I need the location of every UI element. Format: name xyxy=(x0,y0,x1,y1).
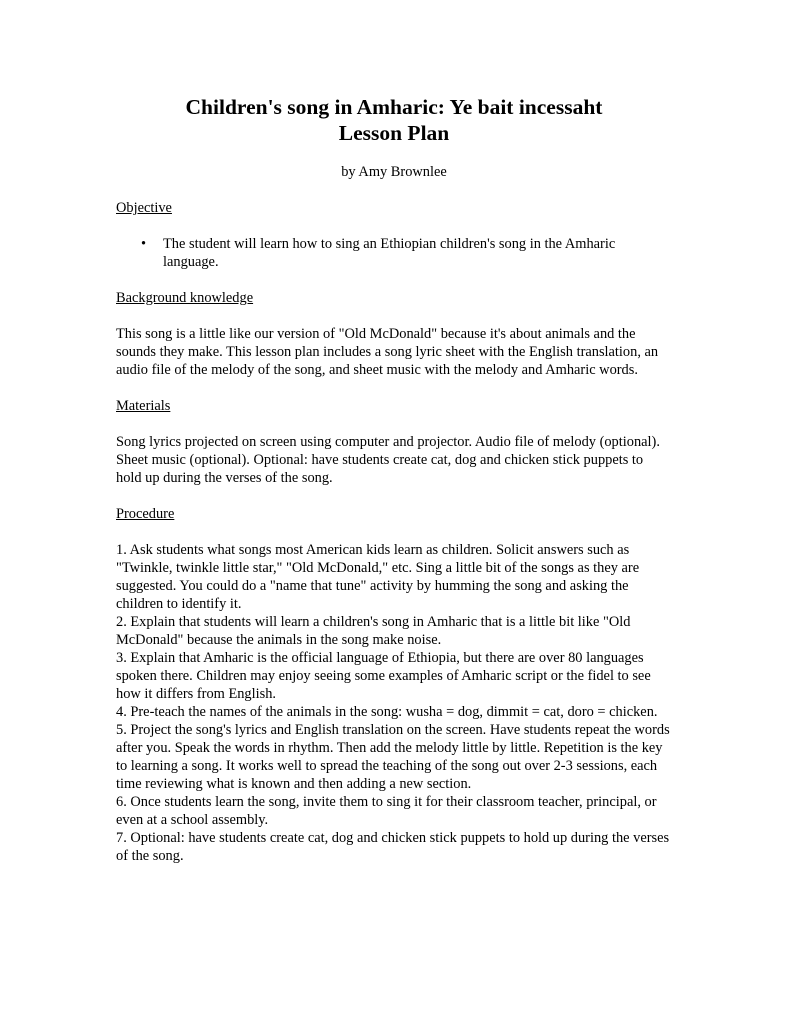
objective-text: The student will learn how to sing an Ethiopian children's song in the Amharic language. xyxy=(163,236,616,270)
objective-heading: Objective xyxy=(116,200,172,216)
procedure-step-4: 4. Pre-teach the names of the animals in the song: wusha = dog, dimmit = cat, doro = chicken. xyxy=(116,704,658,720)
background-heading: Background knowledge xyxy=(116,290,254,306)
procedure-steps xyxy=(116,541,672,865)
title-line-1: Children's song in Amharic: Ye bait incessaht xyxy=(185,95,603,119)
bullet-icon: • xyxy=(141,236,147,252)
list-item xyxy=(116,235,672,271)
document-title xyxy=(116,94,672,146)
procedure-step-7: 7. Optional: have students create cat, dog and chicken stick puppets to hold up during the verses of the song. xyxy=(116,830,670,864)
procedure-step-3: 3. Explain that Amharic is the official language of Ethiopia, but there are over 80 languages spoken there. Children may enjoy seeing some examples of Amharic script or the fidel to see how it differs from English. xyxy=(116,650,651,702)
objective-list xyxy=(116,235,672,271)
materials-paragraph: Song lyrics projected on screen using computer and projector. Audio file of melody (optional). Sheet music (optional). Optional: have students create cat, dog and chicken stick puppets to hold up during the verses of the song. xyxy=(116,434,660,486)
procedure-step-1: 1. Ask students what songs most American kids learn as children. Solicit answers such as "Twinkle, twinkle little star," "Old McDonald," etc. Sing a little bit of the songs as they are suggested. You could do a "name that tune" activity by humming the song and asking the children to identify it. xyxy=(116,542,640,612)
procedure-step-6: 6. Once students learn the song, invite them to sing it for their classroom teacher, principal, or even at a school assembly. xyxy=(116,794,657,828)
document-page xyxy=(116,94,672,865)
author-byline: by Amy Brownlee xyxy=(341,164,447,180)
procedure-step-5: 5. Project the song's lyrics and English translation on the screen. Have students repeat the words after you. Speak the words in rhythm. Then add the melody little by little. Repetition is the key to learning a song. It works well to spread the teaching of the song out over 2-3 sessions, each time reviewing what is known and then adding a new section. xyxy=(116,722,670,792)
materials-heading: Materials xyxy=(116,398,171,414)
procedure-step-2: 2. Explain that students will learn a children's song in Amharic that is a little bit like "Old McDonald" because the animals in the song make noise. xyxy=(116,614,631,648)
procedure-heading: Procedure xyxy=(116,506,175,522)
background-paragraph: This song is a little like our version of "Old McDonald" because it's about animals and the sounds they make. This lesson plan includes a song lyric sheet with the English translation, an audio file of the melody of the song, and sheet music with the melody and Amharic words. xyxy=(116,326,659,378)
title-line-2: Lesson Plan xyxy=(338,121,450,145)
